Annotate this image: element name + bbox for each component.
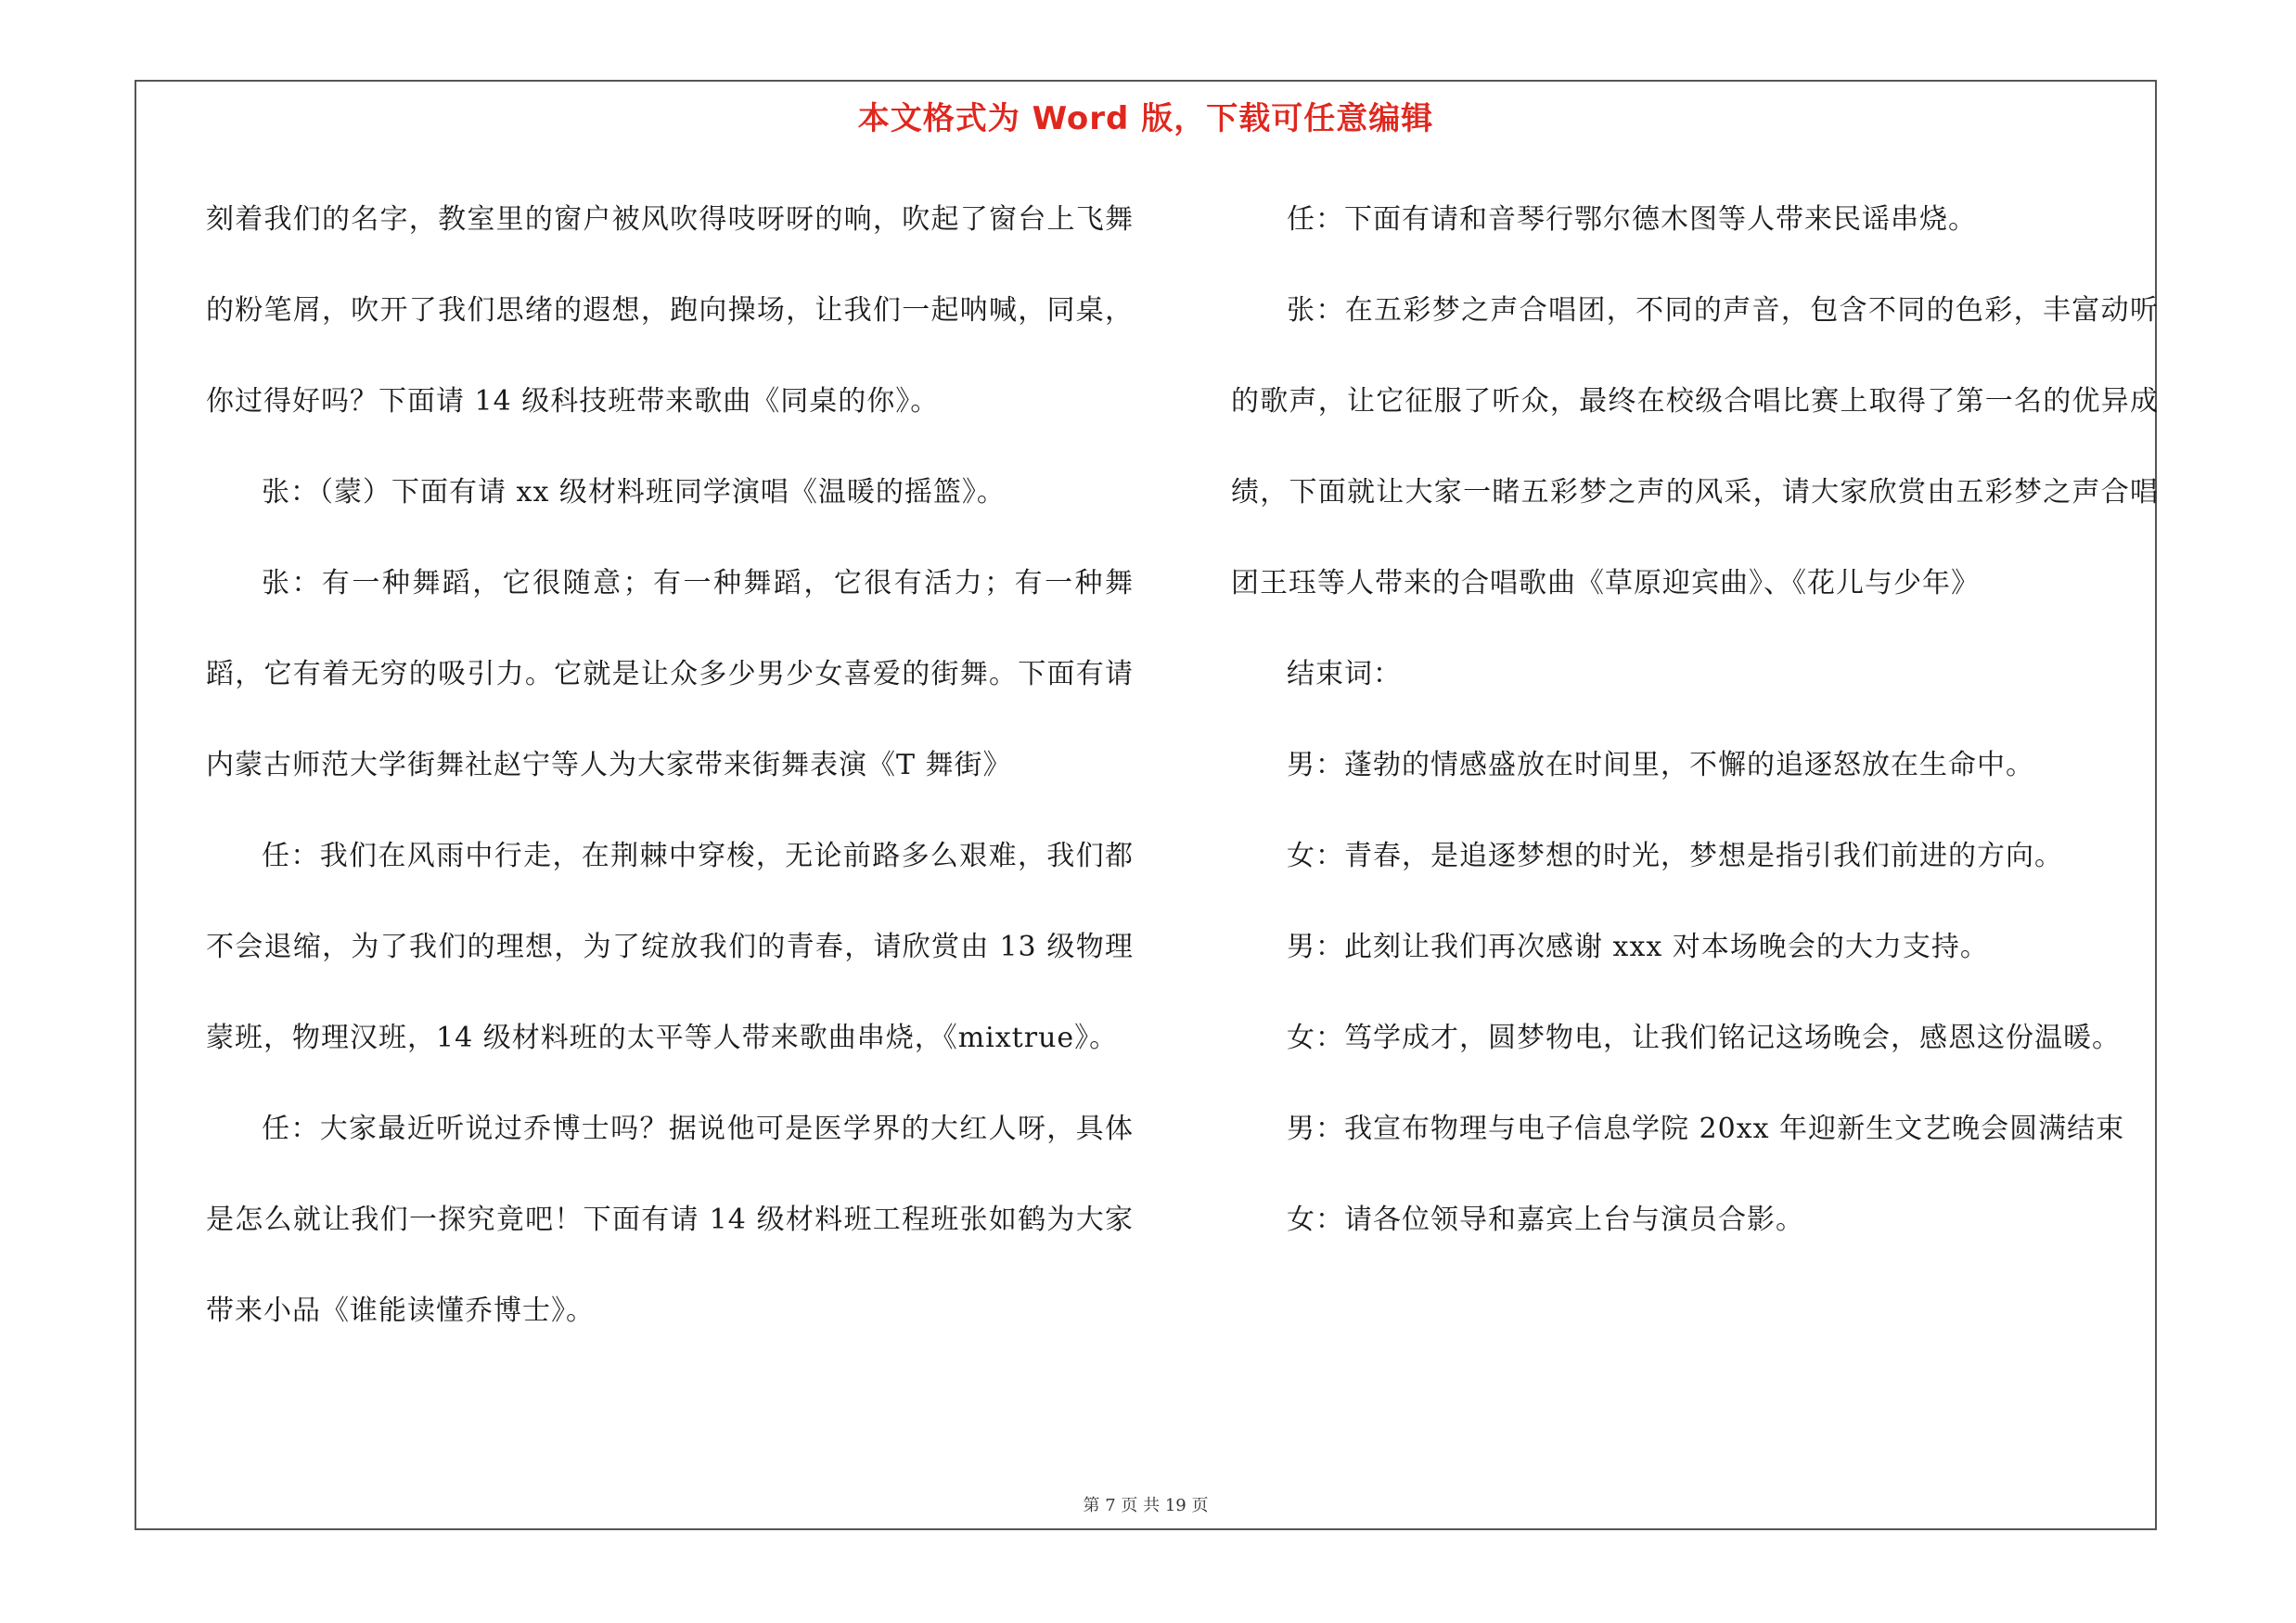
paragraph: 男：我宣布物理与电子信息学院 20xx 年迎新生文艺晚会圆满结束 [1287,1113,2125,1145]
paragraph: 任：下面有请和音琴行鄂尔德木图等人带来民谣串烧。 [1287,203,1977,236]
paragraph: 任：大家最近听说过乔博士吗？据说他可是医学界的大红人呀，具体是怎么就让我们一探究竟吧！下面有请 14 级材料班工程班张如鹤为大家带来小品《谁能读懂乔博士》。 [206,1113,1134,1327]
document-page [135,80,2157,1530]
paragraph: 男：此刻让我们再次感谢 xxx 对本场晚会的大力支持。 [1287,931,1989,963]
page-number: 第 7 页 共 19 页 [1083,1496,1209,1515]
paragraph: 男：蓬勃的情感盛放在时间里，不懈的追逐怒放在生命中。 [1287,749,2034,781]
paragraph: 女：青春，是追逐梦想的时光，梦想是指引我们前进的方向。 [1287,840,2063,872]
paragraph: 张：有一种舞蹈，它很随意；有一种舞蹈，它很有活力；有一种舞蹈，它有着无穷的吸引力。它就是让众多少男少女喜爱的街舞。下面有请内蒙古师范大学街舞社赵宁等人为大家带来街舞表演《T 舞街》 [206,567,1134,781]
paragraph: 女：请各位领导和嘉宾上台与演员合影。 [1287,1204,1804,1236]
right-column [1231,174,2159,1266]
closing-heading: 结束词： [1287,658,1402,690]
paragraph: 任：我们在风雨中行走，在荆棘中穿梭，无论前路多么艰难，我们都不会退缩，为了我们的理想，为了绽放我们的青春，请欣赏由 13 级物理蒙班，物理汉班，14 级材料班的太平等人带来歌曲串烧，《mixtrue》。 [206,840,1134,1054]
paragraph: 女：笃学成才，圆梦物电，让我们铭记这场晚会，感恩这份温暖。 [1287,1022,2121,1054]
paragraph: 张：（蒙）下面有请 xx 级材料班同学演唱《温暖的摇篮》。 [262,476,1006,509]
format-banner: 本文格式为 Word 版，下载可任意编辑 [857,100,1434,137]
paragraph: 张：在五彩梦之声合唱团，不同的声音，包含不同的色彩，丰富动听的歌声，让它征服了听众，最终在校级合唱比赛上取得了第一名的优异成绩，下面就让大家一睹五彩梦之声的风采，请大家欣赏由五彩梦之声合唱团王珏等人带来的合唱歌曲《草原迎宾曲》、《花儿与少年》 [1231,294,2159,599]
paragraph: 刻着我们的名字，教室里的窗户被风吹得吱呀呀的响，吹起了窗台上飞舞的粉笔屑，吹开了我们思绪的遐想，跑向操场，让我们一起呐喊，同桌，你过得好吗？下面请 14 级科技班带来歌曲《同桌的你》。 [206,203,1134,418]
left-column [206,174,1134,1357]
